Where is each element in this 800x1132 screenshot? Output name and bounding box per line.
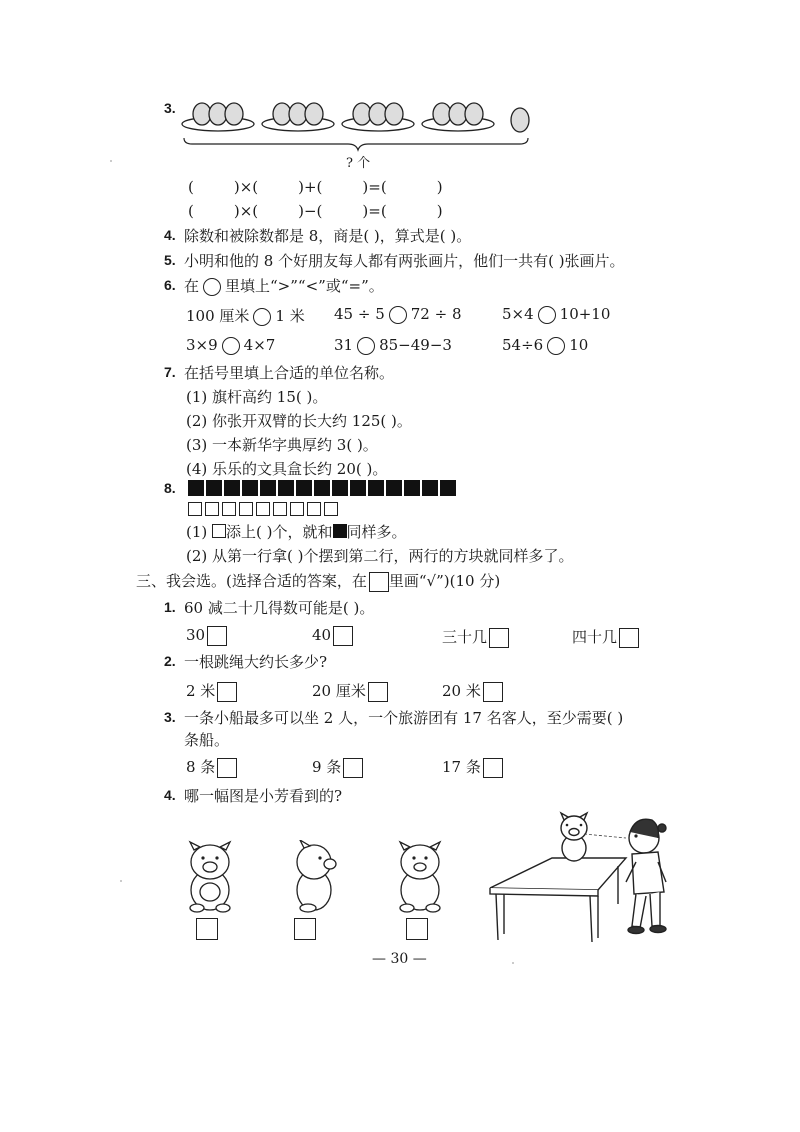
q7-item-3: (3) 一本新华字典厚约 3( )。 <box>186 436 378 454</box>
s1-number: 1. <box>164 599 176 615</box>
white-square <box>290 502 304 516</box>
q7-title: 在括号里填上合适的单位名称。 <box>184 364 395 382</box>
q7-item-1: (1) 旗杆高约 15( )。 <box>186 388 328 406</box>
black-square <box>386 480 402 496</box>
answer-box[interactable] <box>343 758 363 778</box>
white-square <box>188 502 202 516</box>
black-square-icon <box>333 524 347 538</box>
square-icon <box>212 524 226 538</box>
s2-text: 一根跳绳大约长多少? <box>184 653 328 671</box>
black-square <box>314 480 330 496</box>
plate-group-1 <box>182 103 254 131</box>
s3-number: 3. <box>164 709 176 725</box>
black-square <box>188 480 204 496</box>
black-square <box>260 480 276 496</box>
black-squares-row <box>188 480 458 500</box>
s2-option-1: 2 米 <box>186 680 237 702</box>
compare-item-3: 5×4 10+10 <box>502 305 611 323</box>
pig-answer-box-2[interactable] <box>294 918 316 940</box>
compare-circle[interactable] <box>222 337 240 355</box>
answer-box[interactable] <box>207 626 227 646</box>
white-square <box>307 502 321 516</box>
white-square <box>222 502 236 516</box>
compare-item-2: 45 ÷ 5 72 ÷ 8 <box>334 305 462 323</box>
s3-option-1: 8 条 <box>186 756 237 778</box>
q8-sub-1: (1) 添上( )个，就和 同样多。 <box>186 523 407 541</box>
pig-answer-box-1[interactable] <box>196 918 218 940</box>
scan-speck <box>512 962 514 964</box>
white-square <box>273 502 287 516</box>
q3-equation-row-1: ( )×( )+( )=( ) <box>188 178 443 196</box>
q6-instruction: 在 里填上“>”“<”或“=”。 <box>184 277 384 295</box>
s3-option-2: 9 条 <box>312 756 363 778</box>
q8-number: 8. <box>164 480 176 496</box>
q6-number: 6. <box>164 277 176 293</box>
question-mark-label: ? 个 <box>346 156 371 171</box>
black-square <box>368 480 384 496</box>
s2-option-3: 20 米 <box>442 680 503 702</box>
white-square <box>239 502 253 516</box>
checkbox-icon <box>369 572 389 592</box>
q7-item-2: (2) 你张开双臂的长大约 125( )。 <box>186 412 412 430</box>
compare-circle[interactable] <box>538 306 556 324</box>
black-square <box>422 480 438 496</box>
scan-speck <box>120 880 122 882</box>
compare-circle[interactable] <box>389 306 407 324</box>
pig-side-view <box>286 840 346 914</box>
answer-box[interactable] <box>368 682 388 702</box>
compare-item-4: 3×9 4×7 <box>186 336 276 354</box>
s2-option-2: 20 厘米 <box>312 680 388 702</box>
q4-text: 除数和被除数都是 8，商是( )，算式是( )。 <box>184 227 472 245</box>
answer-box[interactable] <box>483 758 503 778</box>
s3-text-2: 条船。 <box>184 731 230 749</box>
answer-box[interactable] <box>333 626 353 646</box>
black-square <box>296 480 312 496</box>
black-square <box>278 480 294 496</box>
q7-number: 7. <box>164 364 176 380</box>
q4-number: 4. <box>164 227 176 243</box>
compare-item-6: 54÷6 10 <box>502 336 589 354</box>
compare-circle[interactable] <box>253 308 271 326</box>
black-square <box>206 480 222 496</box>
white-square <box>205 502 219 516</box>
black-square <box>350 480 366 496</box>
s1-option-3: 三十几 <box>442 626 509 648</box>
pig-back-view <box>390 840 450 914</box>
compare-item-1: 100 厘米 1 米 <box>186 307 305 325</box>
white-squares-row <box>188 501 341 520</box>
answer-box[interactable] <box>483 682 503 702</box>
white-square <box>256 502 270 516</box>
plate-group-2 <box>262 103 334 131</box>
q3-equation-row-2: ( )×( )−( )=( ) <box>188 202 443 220</box>
white-square <box>324 502 338 516</box>
q8-sub-2: (2) 从第一行拿( )个摆到第二行，两行的方块就同样多了。 <box>186 547 574 565</box>
s1-option-1: 30 <box>186 626 227 646</box>
scan-speck <box>110 160 112 162</box>
s4-number: 4. <box>164 787 176 803</box>
page-number: — 30 — <box>372 951 427 967</box>
brace <box>184 138 528 150</box>
black-square <box>332 480 348 496</box>
s4-text: 哪一幅图是小芳看到的? <box>184 787 343 805</box>
plate-group-3 <box>342 103 414 131</box>
s3-option-3: 17 条 <box>442 756 503 778</box>
s1-option-2: 40 <box>312 626 353 646</box>
section-3-title: 三、我会选。(选择合适的答案，在 里画“√”)(10 分) <box>136 572 501 590</box>
pig-answer-box-3[interactable] <box>406 918 428 940</box>
s2-number: 2. <box>164 653 176 669</box>
plate-group-4 <box>422 103 494 131</box>
table-girl-pig-figure <box>486 808 686 958</box>
pig-front-view <box>180 840 240 914</box>
black-square <box>224 480 240 496</box>
answer-box[interactable] <box>619 628 639 648</box>
answer-box[interactable] <box>217 682 237 702</box>
compare-circle[interactable] <box>547 337 565 355</box>
s1-text: 60 减二十几得数可能是( )。 <box>184 599 375 617</box>
black-square <box>404 480 420 496</box>
q7-item-4: (4) 乐乐的文具盒长约 20( )。 <box>186 460 388 478</box>
q3-number: 3. <box>164 100 176 116</box>
single-strawberry <box>511 108 529 132</box>
black-square <box>440 480 456 496</box>
s1-option-4: 四十几 <box>572 626 639 648</box>
answer-box[interactable] <box>217 758 237 778</box>
compare-item-5: 31 85−49−3 <box>334 336 452 354</box>
circle-icon <box>203 278 221 296</box>
compare-circle[interactable] <box>357 337 375 355</box>
answer-box[interactable] <box>489 628 509 648</box>
q5-number: 5. <box>164 252 176 268</box>
q5-text: 小明和他的 8 个好朋友每人都有两张画片，他们一共有( )张画片。 <box>184 252 625 270</box>
black-square <box>242 480 258 496</box>
s3-text: 一条小船最多可以坐 2 人，一个旅游团有 17 名客人，至少需要( ) <box>184 709 624 727</box>
